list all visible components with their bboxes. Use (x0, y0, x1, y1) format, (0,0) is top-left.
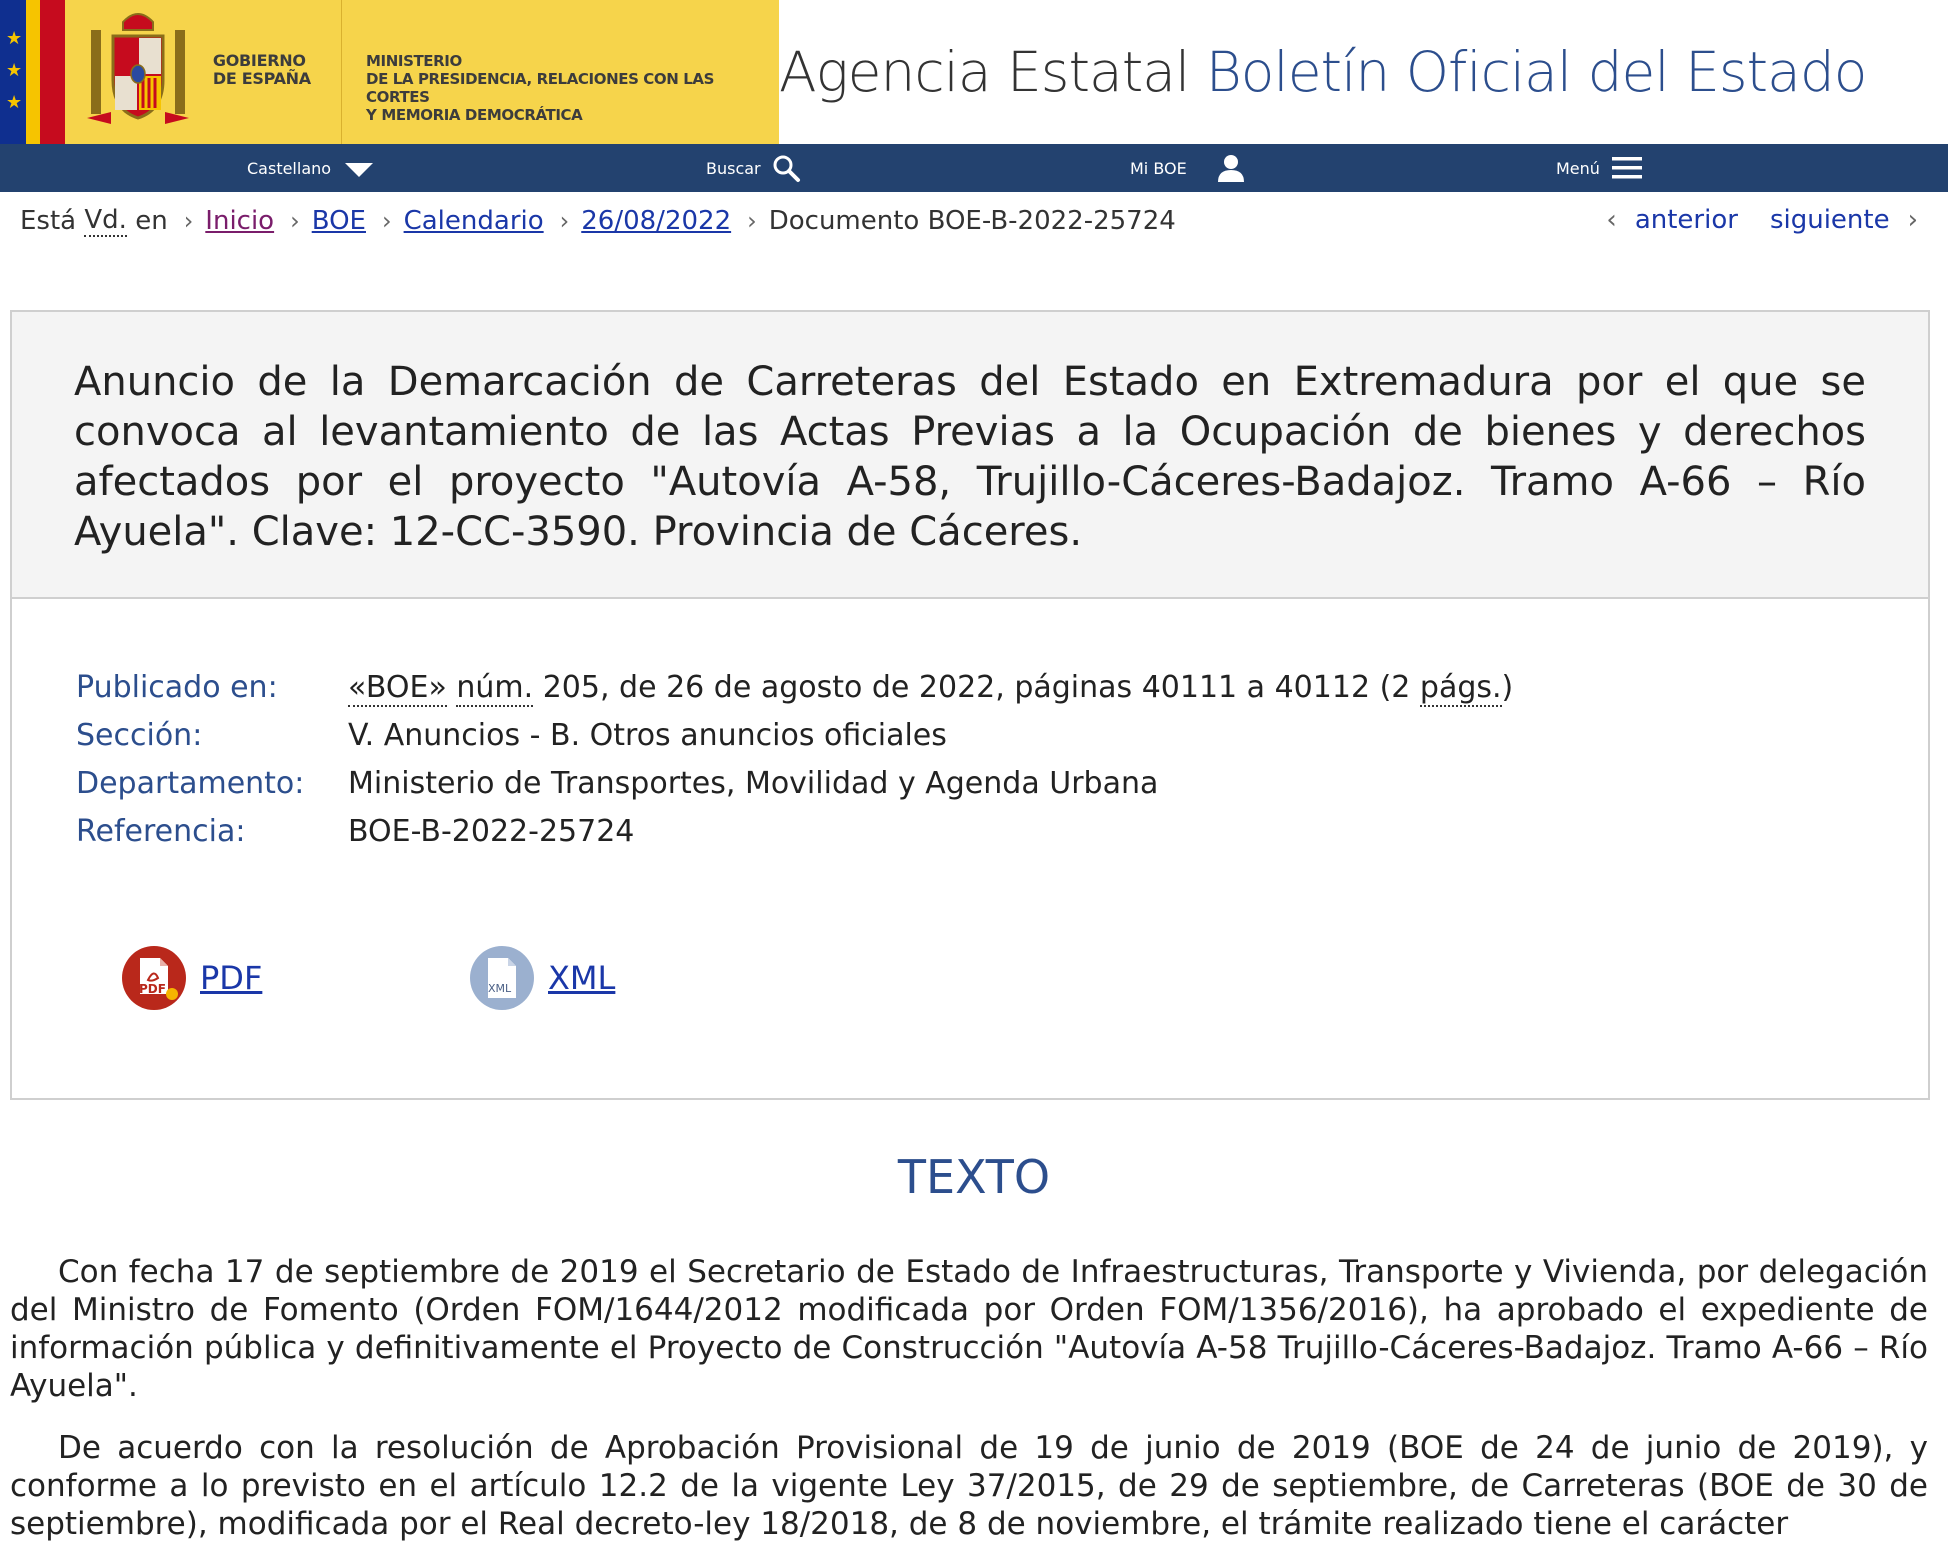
meta-value: V. Anuncios - B. Otros anuncios oficiales (348, 718, 947, 753)
xml-file-icon[interactable] (470, 946, 534, 1010)
breadcrumb-prefix: en (135, 206, 168, 236)
pdf-file-icon[interactable] (122, 946, 186, 1010)
document-title-area (12, 312, 1928, 599)
ministry-label: MINISTERIO DE LA PRESIDENCIA, RELACIONES CON LAS CORTES Y MEMORIA DEMOCRÁTICA (366, 52, 715, 124)
breadcrumb-abbr: Vd. (84, 205, 127, 235)
meta-row-published (76, 664, 1513, 712)
meta-row-section (76, 712, 1513, 760)
coat-of-arms-icon (83, 0, 193, 144)
published-details: 205, de 26 de agosto de 2022, páginas 40111 a 40112 (2 (542, 670, 1411, 705)
mi-boe-nav-button[interactable] (1130, 144, 1247, 192)
xml-download[interactable] (470, 946, 818, 1010)
download-links (122, 946, 818, 1010)
government-logo-block[interactable] (0, 0, 779, 144)
agency-title-part2: Boletín Oficial del Estado (1205, 40, 1867, 104)
document-pager (1606, 205, 1918, 235)
chevron-right-icon: › (290, 207, 300, 235)
agency-title-block[interactable] (779, 0, 1948, 144)
body-paragraph: De acuerdo con la resolución de Aprobación Provisional de 19 de junio de 2019 (BOE de 24 de junio de 2019), y conforme a lo previsto en el artículo 12.2 de la vigente Ley 37/2015, de 29 de septiembre, de Carreteras (BOE de 30 de septiembre), modificada por el Real decreto-ley 18/2018, de 8 de noviembre, el trámite realizado tiene el carácter (10, 1430, 1928, 1542)
meta-row-reference (76, 808, 1513, 856)
boe-abbr: «BOE» (348, 670, 447, 705)
meta-label: Departamento: (76, 766, 305, 801)
num-abbr: núm. (456, 670, 534, 705)
chevron-right-icon: › (747, 207, 757, 235)
pags-abbr: págs. (1419, 670, 1502, 705)
document-summary-box (10, 310, 1930, 1100)
chevron-left-icon: ‹ (1606, 205, 1617, 235)
star-icon: ★ (6, 92, 23, 113)
mi-boe-label: Mi BOE (1130, 158, 1187, 178)
meta-label: Referencia: (76, 814, 246, 849)
meta-value: Ministerio de Transportes, Movilidad y Agenda Urbana (348, 766, 1159, 801)
meta-value (348, 664, 1513, 712)
document-metadata (76, 664, 1513, 856)
divider (341, 0, 342, 144)
breadcrumb-prefix: Está (20, 206, 77, 236)
document-title: Anuncio de la Demarcación de Carreteras del Estado en Extremadura por el que se convoca al levantamiento de las Actas Previas a la Ocupación de bienes y derechos afectados por el proyecto "Autovía A-58, Trujillo-Cáceres-Badajoz. Tramo A-66 – Río Ayuela". Clave: 12-CC-3590. Provincia de Cáceres. (74, 359, 1866, 555)
svg-text:PDF: PDF (139, 982, 166, 996)
breadcrumb-link-boe[interactable]: BOE (311, 206, 366, 236)
pdf-download[interactable] (122, 946, 470, 1010)
user-icon (1215, 152, 1247, 184)
language-selector[interactable] (247, 144, 373, 192)
eu-flag-strip (0, 0, 65, 144)
menu-label: Menú (1556, 158, 1600, 178)
breadcrumb-link-date[interactable]: 26/08/2022 (581, 206, 732, 236)
search-label: Buscar (706, 158, 761, 178)
breadcrumb (20, 205, 1176, 237)
meta-row-department (76, 760, 1513, 808)
star-icon: ★ (6, 60, 23, 81)
government-label: GOBIERNO DE ESPAÑA (212, 51, 311, 88)
search-icon (771, 153, 801, 183)
search-nav-button[interactable] (706, 144, 801, 192)
closing-paren: ) (1501, 670, 1514, 705)
star-icon: ★ (6, 28, 23, 49)
meta-value: BOE-B-2022-25724 (348, 814, 635, 849)
meta-label: Publicado en: (76, 670, 278, 705)
breadcrumb-current: Documento BOE-B-2022-25724 (768, 206, 1176, 236)
chevron-right-icon: › (183, 207, 194, 235)
chevron-right-icon: › (381, 207, 392, 235)
next-link[interactable]: siguiente (1769, 205, 1890, 235)
svg-text:XML: XML (488, 982, 512, 995)
chevron-right-icon: › (1907, 205, 1918, 235)
breadcrumb-link-inicio[interactable]: Inicio (205, 206, 275, 236)
hamburger-menu-icon (1610, 154, 1644, 182)
texto-heading: TEXTO (897, 1150, 1051, 1204)
chevron-right-icon: › (559, 207, 570, 235)
meta-label: Sección: (76, 718, 203, 753)
body-paragraph: Con fecha 17 de septiembre de 2019 el Secretario de Estado de Infraestructuras, Transporte y Vivienda, por delegación del Ministro de Fomento (Orden FOM/1644/2012 modificada por Orden FOM/1356/2016), ha aprobado el expediente de información pública y definitivamente el Proyecto de Construcción "Autovía A-58 Trujillo-Cáceres-Badajoz. Tramo A-66 – Río Ayuela". (10, 1254, 1928, 1404)
xml-link[interactable]: XML (548, 959, 616, 997)
pdf-link[interactable]: PDF (200, 959, 263, 997)
agency-title[interactable] (779, 40, 1866, 104)
menu-nav-button[interactable] (1556, 144, 1644, 192)
agency-title-part1: Agencia Estatal (779, 40, 1190, 104)
caret-down-icon (345, 163, 373, 177)
language-label: Castellano (247, 158, 332, 178)
breadcrumb-link-calendario[interactable]: Calendario (403, 206, 544, 236)
previous-link[interactable]: anterior (1634, 205, 1738, 235)
site-header (0, 0, 1948, 144)
